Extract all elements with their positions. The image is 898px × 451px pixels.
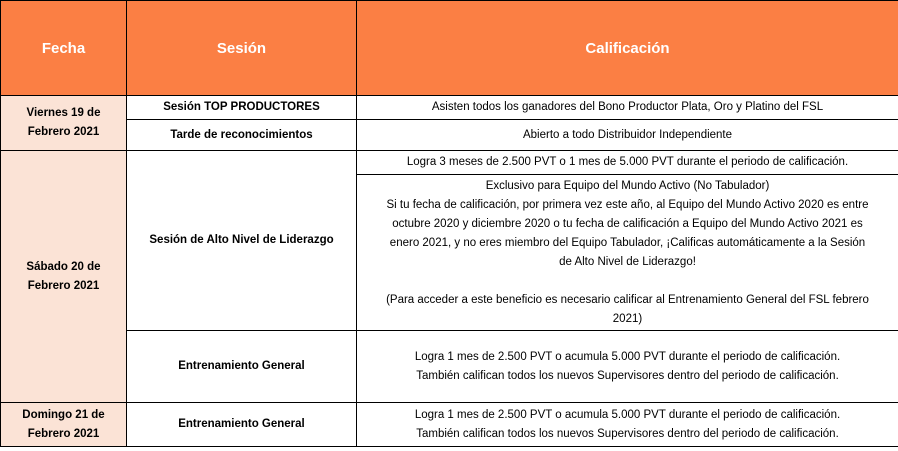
date-line: Febrero 2021 [27,126,100,138]
qualification-note: 2021) [612,312,643,325]
qualification-line: Si tu fecha de calificación, por primera vez este año, al Equipo del Mundo Activo 2020 es entre [386,198,869,211]
qualification-line: octubre 2020 y diciembre 2020 o tu fecha de calificación a Equipo del Mundo Activo 2021 es [392,217,863,230]
qualification-line: enero 2021, y no eres miembro del Equipo Tabulador, ¡Calificas automáticamente a la Sesión [389,236,866,249]
session-name: Sesión de Alto Nivel de Liderazgo [127,151,357,331]
header-date: Fecha [1,1,127,96]
header-qualification: Calificación [357,1,898,96]
date-cell-friday [1,96,127,151]
qualification-line: Logra 1 mes de 2.500 PVT o acumula 5.000 PVT durante el periodo de calificación. [414,350,841,363]
qualification-line: También califican todos los nuevos Supervisores dentro del periodo de calificación. [416,369,839,382]
qualification-text [357,403,898,447]
table-row [1,331,898,403]
qualification-text: Logra 3 meses de 2.500 PVT o 1 mes de 5.000 PVT durante el periodo de calificación. [357,151,898,175]
header-session: Sesión [127,1,357,96]
qualification-text [357,331,898,403]
date-line: Sábado 20 de [26,260,101,273]
session-name: Tarde de reconocimientos [127,120,357,151]
qualification-line: Logra 1 mes de 2.500 PVT o acumula 5.000 PVT durante el periodo de calificación. [414,408,841,421]
date-cell-saturday [1,151,127,403]
table-row [1,403,898,447]
header-row [1,1,898,96]
date-line: Febrero 2021 [27,427,100,440]
table-row [1,151,898,175]
qualification-text: Asisten todos los ganadores del Bono Productor Plata, Oro y Platino del FSL [357,96,898,120]
table-row [1,96,898,120]
spacer [363,272,892,291]
qualification-note: (Para acceder a este beneficio es necesario calificar al Entrenamiento General del FSL febrero [386,293,869,306]
qualification-line: de Alto Nivel de Liderazgo! [559,255,696,268]
date-line: Febrero 2021 [27,279,100,292]
table-row [1,120,898,151]
qualification-line: También califican todos los nuevos Supervisores dentro del periodo de calificación. [416,427,839,440]
qualification-text-exclusive [357,175,898,331]
date-cell-sunday [1,403,127,447]
date-line: Domingo 21 de [22,408,105,421]
qualification-text: Abierto a todo Distribuidor Independiente [357,120,898,151]
session-name: Entrenamiento General [127,403,357,447]
session-name: Entrenamiento General [127,331,357,403]
session-name: Sesión TOP PRODUCTORES [127,96,357,120]
exclusive-title: Exclusivo para Equipo del Mundo Activo (No Tabulador) [485,179,770,192]
date-line: Viernes 19 de [26,107,101,119]
